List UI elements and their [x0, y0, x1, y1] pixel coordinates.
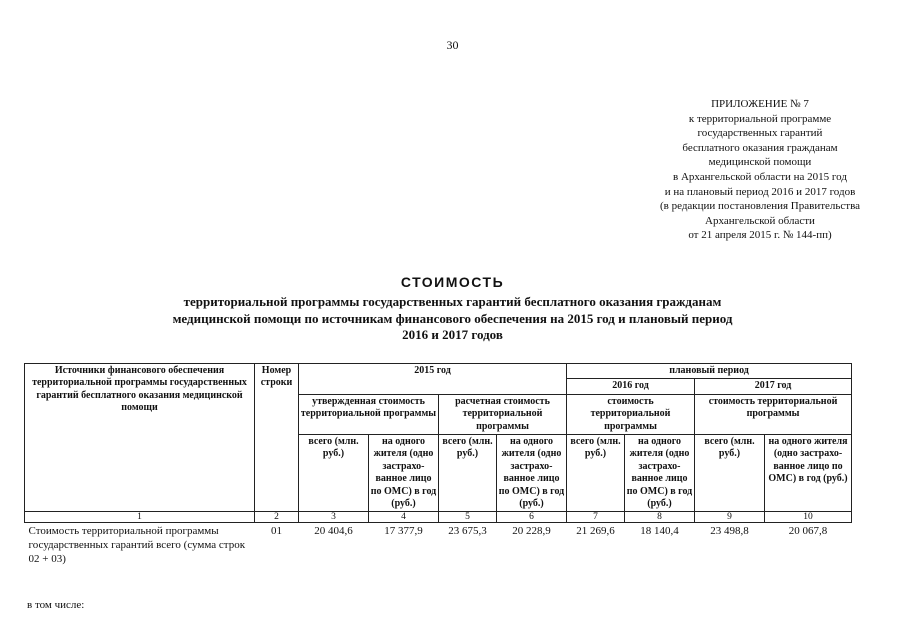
page-number: 30: [446, 38, 459, 52]
appendix-line: и на плановый период 2016 и 2017 годов: [664, 185, 856, 198]
subtitle-line: 2016 и 2017 годов: [402, 327, 503, 342]
column-number: 10: [765, 512, 852, 523]
cell-value: 21 269,6: [576, 525, 615, 538]
appendix-line: Архангельской области: [705, 214, 815, 227]
header-year-2017: 2017 год: [695, 379, 852, 394]
table-row: [25, 523, 852, 568]
header-approved-cost: утвержденная стоимость территориальной программы: [299, 394, 439, 434]
subtitle-line: медицинской помощи по источникам финансового обеспечения на 2015 год и плановый период: [172, 310, 733, 326]
header-total: всего (млн. руб.): [299, 435, 369, 512]
appendix-line: от 21 апреля 2015 г. № 144-пп): [688, 229, 832, 242]
row-number: 01: [271, 525, 282, 538]
document-title: СТОИМОСТЬ: [400, 274, 505, 290]
header-sources: Источники финансового обеспечения территориальной программы государственных гарантий бесплатного оказания медицинской помощи: [25, 364, 255, 512]
appendix-line: в Архангельской области на 2015 год: [673, 170, 847, 183]
header-per-resident: на одного жителя (одно застрахо-ванное лицо по ОМС) в год (руб.): [497, 435, 567, 512]
header-year-2016: 2016 год: [567, 379, 695, 394]
column-number: 5: [439, 512, 497, 523]
column-number: 6: [497, 512, 567, 523]
cost-table: [24, 363, 852, 567]
header-cost-2016: стоимость территориальной программы: [567, 394, 695, 434]
in-total-label: в том числе:: [27, 599, 85, 611]
column-number: 1: [25, 512, 255, 523]
cell-value: 20 404,6: [314, 525, 353, 538]
cell-value: 17 377,9: [384, 525, 423, 538]
header-total: всего (млн. руб.): [439, 435, 497, 512]
header-per-resident: на одного жителя (одно застрахо-ванное лицо по ОМС) в год (руб.): [765, 435, 852, 512]
cell-value: 23 675,3: [448, 525, 487, 538]
column-number: 4: [369, 512, 439, 523]
appendix-line: государственных гарантий: [697, 127, 823, 140]
cell-value: 20 067,8: [788, 525, 828, 538]
appendix-line: бесплатного оказания гражданам: [682, 141, 838, 154]
header-planned-period: плановый период: [567, 364, 852, 379]
appendix-line: ПРИЛОЖЕНИЕ № 7: [711, 98, 809, 110]
appendix-line: (в редакции постановления Правительства: [659, 200, 861, 213]
document-subtitle: [0, 294, 905, 344]
header-per-resident: на одного жителя (одно застрахо-ванное лицо по ОМС) в год (руб.): [625, 435, 695, 512]
header-estimated-cost: расчетная стоимость территориальной программы: [439, 394, 567, 434]
cell-value: 18 140,4: [640, 525, 679, 538]
column-number: 9: [695, 512, 765, 523]
header-total: всего (млн. руб.): [567, 435, 625, 512]
header-per-resident: на одного жителя (одно застрахо-ванное лицо по ОМС) в год (руб.): [369, 435, 439, 512]
appendix-line: медицинской помощи: [708, 156, 812, 169]
header-total: всего (млн. руб.): [695, 435, 765, 512]
subtitle-line: территориальной программы государственных гарантий бесплатного оказания гражданам: [183, 294, 722, 309]
column-number: 2: [255, 512, 299, 523]
header-cost-2017: стоимость территориальной программы: [695, 394, 852, 434]
header-year-2015: 2015 год: [299, 364, 567, 395]
header-row-number: Номер строки: [255, 364, 299, 512]
cell-value: 20 228,9: [512, 525, 551, 538]
column-number: 8: [625, 512, 695, 523]
row-label: Стоимость территориальной программы государственных гарантий всего (сумма строк 02 + 03): [28, 525, 246, 566]
column-number: 3: [299, 512, 369, 523]
appendix-line: к территориальной программе: [688, 112, 832, 125]
appendix-header: [610, 97, 905, 243]
column-number: 7: [567, 512, 625, 523]
cell-value: 23 498,8: [710, 525, 749, 538]
